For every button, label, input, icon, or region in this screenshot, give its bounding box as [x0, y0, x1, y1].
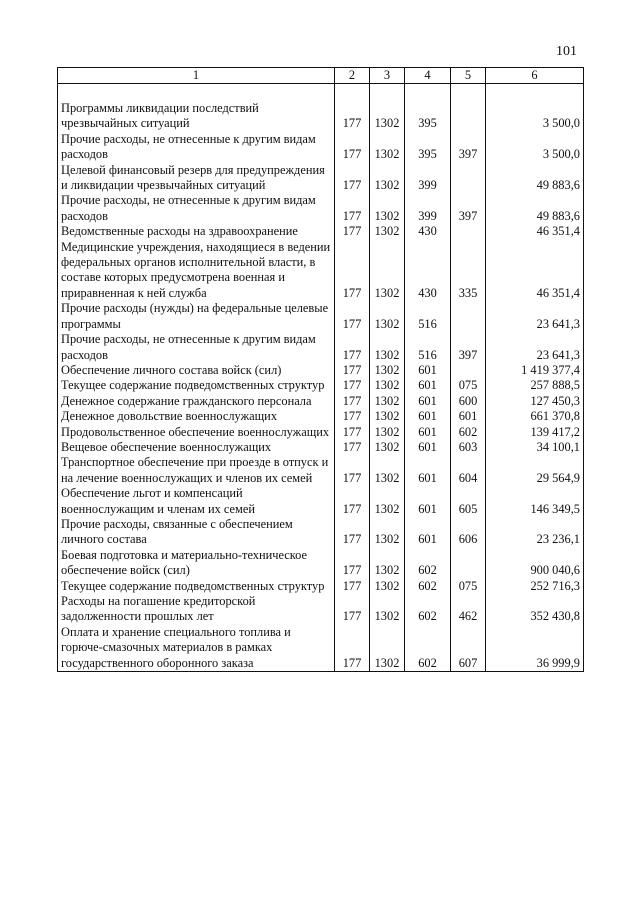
- cell-amount: 127 450,3: [486, 394, 584, 409]
- cell-col-3: 1302: [370, 193, 405, 224]
- cell-name: Обеспечение льгот и компенсаций военнослужащим и членам их семей: [58, 486, 335, 517]
- cell-col-3: 1302: [370, 625, 405, 672]
- cell-name: Вещевое обеспечение военнослужащих: [58, 440, 335, 455]
- table-body: [58, 84, 584, 672]
- cell-col-3: 1302: [370, 517, 405, 548]
- cell-amount: 139 417,2: [486, 425, 584, 440]
- cell-col-4: 602: [405, 548, 451, 579]
- cell-name: Текущее содержание подведомственных структур: [58, 579, 335, 594]
- table-row: [58, 548, 584, 579]
- table-row: [58, 486, 584, 517]
- cell-col-2: 177: [335, 378, 370, 393]
- cell-name: Обеспечение личного состава войск (сил): [58, 363, 335, 378]
- cell-name: Прочие расходы, не отнесенные к другим видам расходов: [58, 132, 335, 163]
- cell-name: Прочие расходы, связанные с обеспечением личного состава: [58, 517, 335, 548]
- cell-name: Продовольственное обеспечение военнослужащих: [58, 425, 335, 440]
- budget-table: [57, 67, 584, 672]
- cell-amount: 46 351,4: [486, 224, 584, 239]
- cell-col-3: 1302: [370, 363, 405, 378]
- cell-col-3: 1302: [370, 240, 405, 302]
- cell-name: Денежное довольствие военнослужащих: [58, 409, 335, 424]
- cell-col-3: 1302: [370, 378, 405, 393]
- cell-col-5: 600: [451, 394, 486, 409]
- table-row: [58, 193, 584, 224]
- cell-col-4: 395: [405, 132, 451, 163]
- table-row: [58, 594, 584, 625]
- cell-amount: 23 236,1: [486, 517, 584, 548]
- cell-name: Транспортное обеспечение при проезде в отпуск и на лечение военнослужащих и членов их семей: [58, 455, 335, 486]
- table-row: [58, 301, 584, 332]
- cell-col-5: 397: [451, 332, 486, 363]
- cell-col-4: 516: [405, 332, 451, 363]
- table-row: [58, 579, 584, 594]
- cell-name: Ведомственные расходы на здравоохранение: [58, 224, 335, 239]
- cell-col-3: 1302: [370, 440, 405, 455]
- cell-col-2: 177: [335, 440, 370, 455]
- cell-col-5: 462: [451, 594, 486, 625]
- cell-col-3: 1302: [370, 455, 405, 486]
- cell-amount: 49 883,6: [486, 193, 584, 224]
- cell-col-3: 1302: [370, 409, 405, 424]
- page-number: 101: [556, 44, 577, 59]
- cell-amount: 3 500,0: [486, 101, 584, 132]
- cell-amount: 46 351,4: [486, 240, 584, 302]
- cell-col-3: 1302: [370, 548, 405, 579]
- cell-name: Медицинские учреждения, находящиеся в ведении федеральных органов исполнительной власти, в составе которых предусмотрена военная и приравненная к ней служба: [58, 240, 335, 302]
- cell-col-5: 602: [451, 425, 486, 440]
- cell-col-3: 1302: [370, 579, 405, 594]
- table-row: [58, 425, 584, 440]
- cell-col-4: 601: [405, 378, 451, 393]
- table-row: [58, 394, 584, 409]
- cell-col-4: 601: [405, 440, 451, 455]
- cell-col-2: 177: [335, 301, 370, 332]
- cell-amount: 1 419 377,4: [486, 363, 584, 378]
- cell-amount: 23 641,3: [486, 332, 584, 363]
- cell-col-2: 177: [335, 132, 370, 163]
- cell-col-2: 177: [335, 332, 370, 363]
- cell-amount: 146 349,5: [486, 486, 584, 517]
- cell-amount: 29 564,9: [486, 455, 584, 486]
- cell-col-4: 601: [405, 394, 451, 409]
- cell-col-5: [451, 101, 486, 132]
- cell-col-2: 177: [335, 625, 370, 672]
- header-col-3: 3: [370, 68, 405, 84]
- cell-amount: 661 370,8: [486, 409, 584, 424]
- cell-amount: 34 100,1: [486, 440, 584, 455]
- table-row: [58, 163, 584, 194]
- header-col-1: 1: [58, 68, 335, 84]
- cell-name: Денежное содержание гражданского персонала: [58, 394, 335, 409]
- table-row: [58, 132, 584, 163]
- cell-col-2: 177: [335, 240, 370, 302]
- cell-col-5: 606: [451, 517, 486, 548]
- header-col-5: 5: [451, 68, 486, 84]
- cell-col-4: 601: [405, 455, 451, 486]
- cell-col-3: 1302: [370, 132, 405, 163]
- cell-col-5: 397: [451, 132, 486, 163]
- cell-col-5: 601: [451, 409, 486, 424]
- table-row: [58, 332, 584, 363]
- header-col-6: 6: [486, 68, 584, 84]
- cell-col-4: 601: [405, 486, 451, 517]
- cell-col-3: 1302: [370, 224, 405, 239]
- cell-col-2: 177: [335, 394, 370, 409]
- cell-col-4: 399: [405, 193, 451, 224]
- cell-col-3: 1302: [370, 425, 405, 440]
- cell-col-2: 177: [335, 594, 370, 625]
- cell-amount: 36 999,9: [486, 625, 584, 672]
- cell-col-2: 177: [335, 224, 370, 239]
- cell-col-3: 1302: [370, 594, 405, 625]
- cell-col-3: 1302: [370, 394, 405, 409]
- table-row: [58, 224, 584, 239]
- cell-col-2: 177: [335, 455, 370, 486]
- cell-col-2: 177: [335, 486, 370, 517]
- header-col-4: 4: [405, 68, 451, 84]
- cell-amount: 352 430,8: [486, 594, 584, 625]
- cell-col-3: 1302: [370, 163, 405, 194]
- cell-col-5: 603: [451, 440, 486, 455]
- cell-col-5: [451, 163, 486, 194]
- cell-name: Оплата и хранение специального топлива и горюче-смазочных материалов в рамках государственного оборонного заказа: [58, 625, 335, 672]
- header-col-2: 2: [335, 68, 370, 84]
- cell-name: Целевой финансовый резерв для предупреждения и ликвидации чрезвычайных ситуаций: [58, 163, 335, 194]
- cell-col-2: 177: [335, 363, 370, 378]
- cell-col-5: 607: [451, 625, 486, 672]
- table-row: [58, 101, 584, 132]
- cell-col-3: 1302: [370, 101, 405, 132]
- cell-col-5: 605: [451, 486, 486, 517]
- cell-col-5: 075: [451, 579, 486, 594]
- cell-col-3: 1302: [370, 301, 405, 332]
- cell-col-2: 177: [335, 101, 370, 132]
- cell-name: Программы ликвидации последствий чрезвычайных ситуаций: [58, 101, 335, 132]
- table-row: [58, 240, 584, 302]
- cell-col-5: [451, 301, 486, 332]
- cell-col-4: 395: [405, 101, 451, 132]
- cell-name: Прочие расходы, не отнесенные к другим видам расходов: [58, 193, 335, 224]
- cell-amount: 900 040,6: [486, 548, 584, 579]
- cell-col-4: 516: [405, 301, 451, 332]
- cell-name: Боевая подготовка и материально-техническое обеспечение войск (сил): [58, 548, 335, 579]
- cell-col-5: 604: [451, 455, 486, 486]
- cell-amount: 49 883,6: [486, 163, 584, 194]
- cell-name: Текущее содержание подведомственных структур: [58, 378, 335, 393]
- cell-col-5: 335: [451, 240, 486, 302]
- cell-name: Прочие расходы, не отнесенные к другим видам расходов: [58, 332, 335, 363]
- cell-col-4: 601: [405, 425, 451, 440]
- table-row: [58, 455, 584, 486]
- table-row: [58, 363, 584, 378]
- table-row: [58, 409, 584, 424]
- cell-name: Расходы на погашение кредиторской задолженности прошлых лет: [58, 594, 335, 625]
- cell-col-4: 601: [405, 517, 451, 548]
- cell-col-5: [451, 224, 486, 239]
- cell-amount: 252 716,3: [486, 579, 584, 594]
- cell-amount: 3 500,0: [486, 132, 584, 163]
- cell-col-2: 177: [335, 548, 370, 579]
- cell-col-4: 399: [405, 163, 451, 194]
- cell-amount: 23 641,3: [486, 301, 584, 332]
- cell-col-4: 601: [405, 363, 451, 378]
- table-spacer-row: [58, 84, 584, 102]
- cell-col-4: 602: [405, 594, 451, 625]
- cell-amount: 257 888,5: [486, 378, 584, 393]
- table-header-row: [58, 68, 584, 84]
- cell-col-2: 177: [335, 517, 370, 548]
- table-row: [58, 625, 584, 672]
- cell-col-5: 075: [451, 378, 486, 393]
- table-row: [58, 378, 584, 393]
- cell-col-3: 1302: [370, 332, 405, 363]
- cell-col-2: 177: [335, 579, 370, 594]
- table-row: [58, 517, 584, 548]
- cell-col-4: 602: [405, 625, 451, 672]
- cell-col-2: 177: [335, 193, 370, 224]
- table-row: [58, 440, 584, 455]
- cell-col-2: 177: [335, 163, 370, 194]
- cell-col-5: [451, 363, 486, 378]
- cell-col-4: 602: [405, 579, 451, 594]
- cell-col-2: 177: [335, 425, 370, 440]
- cell-name: Прочие расходы (нужды) на федеральные целевые программы: [58, 301, 335, 332]
- cell-col-3: 1302: [370, 486, 405, 517]
- cell-col-4: 430: [405, 240, 451, 302]
- cell-col-2: 177: [335, 409, 370, 424]
- cell-col-4: 601: [405, 409, 451, 424]
- cell-col-4: 430: [405, 224, 451, 239]
- cell-col-5: 397: [451, 193, 486, 224]
- cell-col-5: [451, 548, 486, 579]
